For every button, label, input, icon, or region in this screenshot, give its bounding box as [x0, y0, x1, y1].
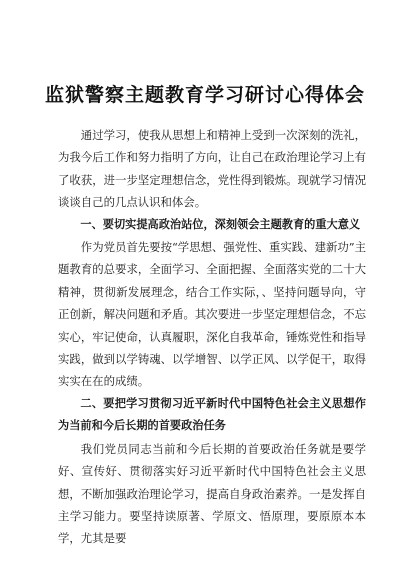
document-body — [58, 124, 366, 550]
document-title: 监狱警察主题教育学习研讨心得体会 — [44, 84, 365, 106]
section-heading-1: 一、要切实提高政治站位，深刻领会主题教育的重大意义 — [80, 217, 361, 231]
section-heading-2: 二、要把学习贯彻习近平新时代中国特色社会主义思想作为当前和今后长期的首要政治任务 — [58, 396, 366, 433]
section-body-1: 作为党员首先要按“学思想、强党性、重实践、建新功”主题教育的总要求，全面学习、全面把握、全面落实党的二十大精神，贯彻新发展理念，结合工作实际，、坚持问题导向，守正创新，解决问题和矛盾。其次要进一步坚定理想信念，不忘实心，牢记使命，认真履职，深化自我革命，锤炼党性和指导实践，做到以学铸魂、以学增智、以学正风、以学促干，取得实实在在的成绩。 — [58, 240, 366, 389]
intro-paragraph: 通过学习，使我从思想上和精神上受到一次深刻的洗礼，为我今后工作和努力指明了方向，让自己在政治理论学习上有了收获，进一步坚定理想信念，党性得到锻炼。现就学习情况谈谈自己的几点认识和体会。 — [58, 128, 366, 210]
section-body-2: 我们党员同志当前和今后长期的首要政治任务就是要学好、宣传好、贯彻落实好习近平新时代中国特色社会主义思想，不断加强政治理论学习，提高自身政治素养。一是发挥自主学习能力。要坚持读原著、学原文、悟原理，要原原本本学，尤其是要 — [58, 441, 366, 546]
